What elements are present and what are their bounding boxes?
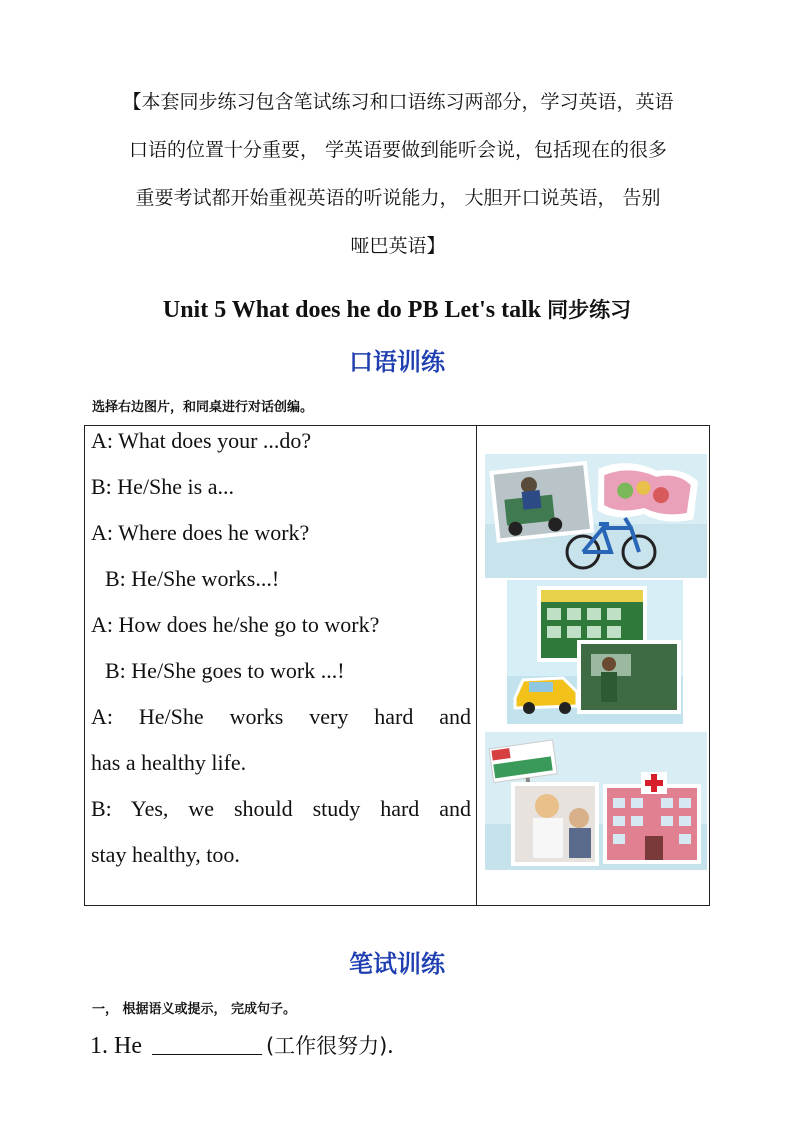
question-1-hint: (工作很努力) [265, 1034, 388, 1058]
unit-title [0, 294, 794, 324]
question-1-suffix: . [387, 1033, 394, 1059]
dialog-table [84, 425, 710, 906]
dialog-line: A: What does your ...do? [91, 428, 312, 453]
question-1 [90, 1030, 393, 1060]
dialog-line: B: He/She is a... [91, 474, 234, 499]
unit-title-cn: 同步练习 [547, 298, 632, 322]
dialog-line: has a healthy life. [91, 750, 247, 775]
question-1-prefix: 1. He [90, 1033, 148, 1059]
intro-line: 重要考试都开始重视英语的听说能力， 大胆开口说英语， 告别 [135, 187, 661, 209]
dialog-line: B: He/She goes to work ...! [105, 658, 345, 683]
intro-paragraph [86, 78, 710, 270]
intro-line: 口语的位置十分重要， 学英语要做到能听会说，包括现在的很多 [128, 139, 668, 161]
answer-blank[interactable] [152, 1032, 262, 1055]
intro-line: 【本套同步练习包含笔试练习和口语练习两部分，学习英语，英语 [122, 91, 674, 113]
hospital-building-icon [603, 772, 701, 864]
oral-instruction: 选择右边图片，和同桌进行对话创编。 [92, 400, 314, 415]
dialog-line: stay healthy, too. [91, 842, 240, 867]
hospital-scene-picture [485, 732, 707, 870]
dialog-line: B: He/She works...! [105, 566, 280, 591]
postman-scene-picture [485, 454, 707, 578]
dialog-line: A: Where does he work? [91, 520, 310, 545]
intro-line: 哑巴英语】 [350, 235, 446, 257]
picture-column [485, 426, 707, 905]
post-office-scene-picture [507, 580, 683, 724]
dialog-line: A: He/She works very hard and [91, 704, 471, 729]
dialog-line: B: Yes, we should study hard and [91, 796, 471, 821]
written-instruction: 一， 根据语义或提示， 完成句子。 [92, 1002, 297, 1017]
dialog-line: A: How does he/she go to work? [91, 612, 380, 637]
oral-section-title: 口语训练 [349, 348, 445, 376]
written-section-title: 笔试训练 [349, 950, 445, 978]
unit-title-en: Unit 5 What does he do PB Let's talk [162, 297, 548, 323]
table-divider [476, 426, 477, 905]
